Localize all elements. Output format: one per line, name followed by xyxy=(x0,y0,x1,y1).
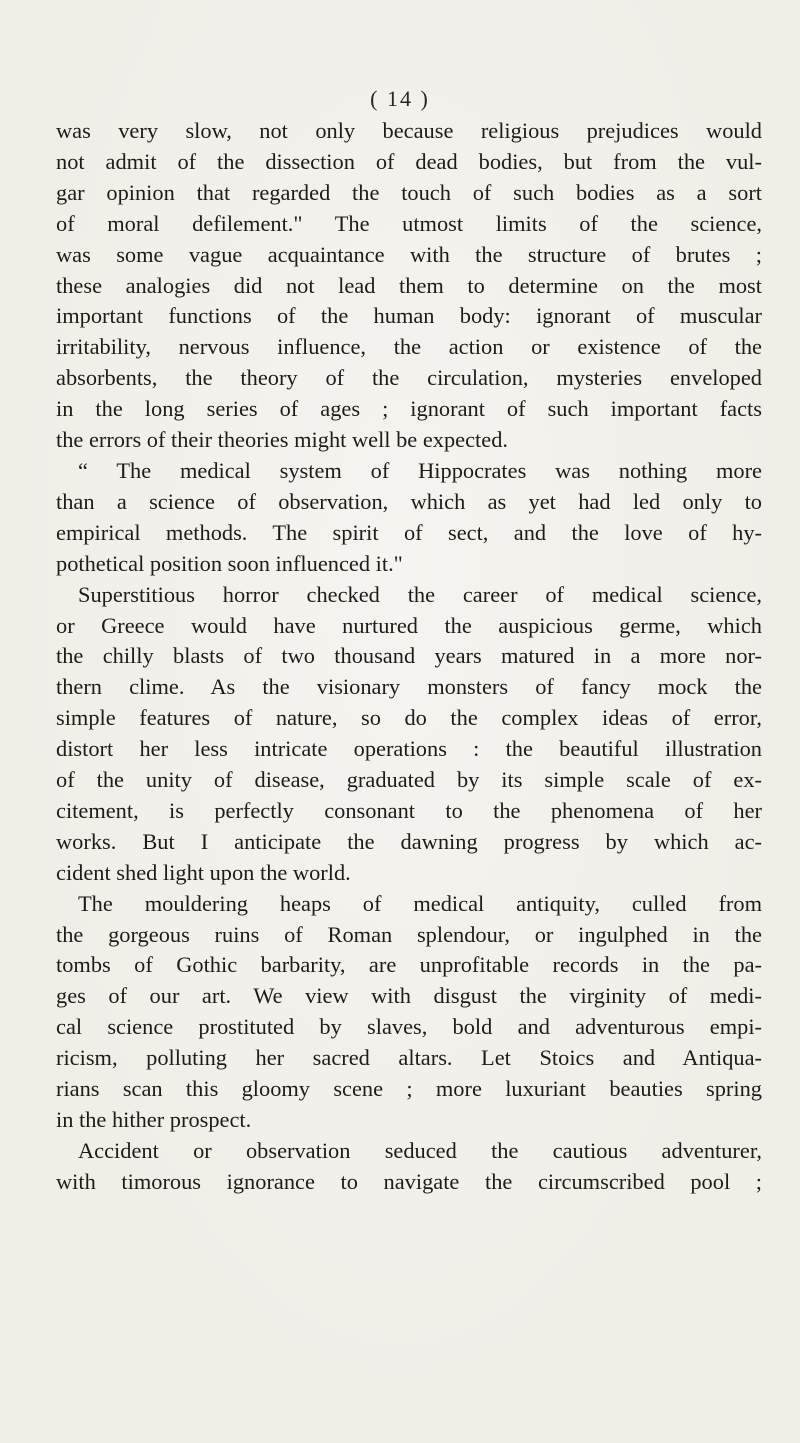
text-line: or Greece would have nurtured the auspicious germe, which xyxy=(56,612,762,638)
text-line: was very slow, not only because religious prejudices would xyxy=(56,118,762,143)
text-line: in the hither prospect. xyxy=(56,1107,252,1132)
text-line: these analogies did not lead them to determine on the most xyxy=(56,272,762,298)
text-line: distort her less intricate operations : the beautiful illustration xyxy=(56,736,762,762)
text-line: was some vague acquaintance with the structure of brutes ; xyxy=(56,241,762,267)
body-text xyxy=(56,116,762,1198)
text-line: works. But I anticipate the dawning progress by which ac- xyxy=(56,828,762,854)
text-line: important functions of the human body: ignorant of muscular xyxy=(56,303,762,329)
text-line: Accident or observation seduced the cautious adventurer, xyxy=(78,1137,762,1163)
text-line: tombs of Gothic barbarity, are unprofitable records in the pa- xyxy=(56,952,762,978)
text-line: “ The medical system of Hippocrates was nothing more xyxy=(78,457,762,483)
text-line: of moral defilement." The utmost limits of the science, xyxy=(56,210,762,236)
text-line: thern clime. As the visionary monsters of fancy mock the xyxy=(56,674,762,700)
text-line: cal science prostituted by slaves, bold and adventurous empi- xyxy=(56,1014,762,1040)
text-line: gar opinion that regarded the touch of such bodies as a sort xyxy=(56,179,762,205)
text-line: not admit of the dissection of dead bodies, but from the vul- xyxy=(56,148,762,174)
text-line: than a science of observation, which as yet had led only to xyxy=(56,488,762,514)
text-line: the gorgeous ruins of Roman splendour, or ingulphed in the xyxy=(56,921,762,947)
text-line: absorbents, the theory of the circulation, mysteries enveloped xyxy=(56,365,762,391)
text-line: simple features of nature, so do the complex ideas of error, xyxy=(56,705,762,731)
text-line: citement, is perfectly consonant to the phenomena of her xyxy=(56,797,762,823)
text-line: irritability, nervous influence, the action or existence of the xyxy=(56,334,762,360)
text-line: ricism, polluting her sacred altars. Let Stoics and Antiqua- xyxy=(56,1045,762,1071)
text-line: in the long series of ages ; ignorant of such important facts xyxy=(56,396,762,422)
text-line: empirical methods. The spirit of sect, and the love of hy- xyxy=(56,519,762,545)
page-number-header: ( 14 ) xyxy=(370,86,430,111)
text-line: with timorous ignorance to navigate the circumscribed pool ; xyxy=(56,1168,762,1194)
text-line: rians scan this gloomy scene ; more luxuriant beauties spring xyxy=(56,1076,762,1102)
text-line: The mouldering heaps of medical antiquity, culled from xyxy=(78,890,762,916)
text-line: the errors of their theories might well be expected. xyxy=(56,427,508,453)
text-line: ges of our art. We view with disgust the virginity of medi- xyxy=(56,983,762,1009)
text-line: the chilly blasts of two thousand years matured in a more nor- xyxy=(56,643,762,669)
text-line: pothetical position soon influenced it." xyxy=(56,550,403,576)
text-line: Superstitious horror checked the career of medical science, xyxy=(78,581,762,607)
text-line: of the unity of disease, graduated by its simple scale of ex- xyxy=(56,767,762,793)
text-line: cident shed light upon the world. xyxy=(56,859,351,885)
